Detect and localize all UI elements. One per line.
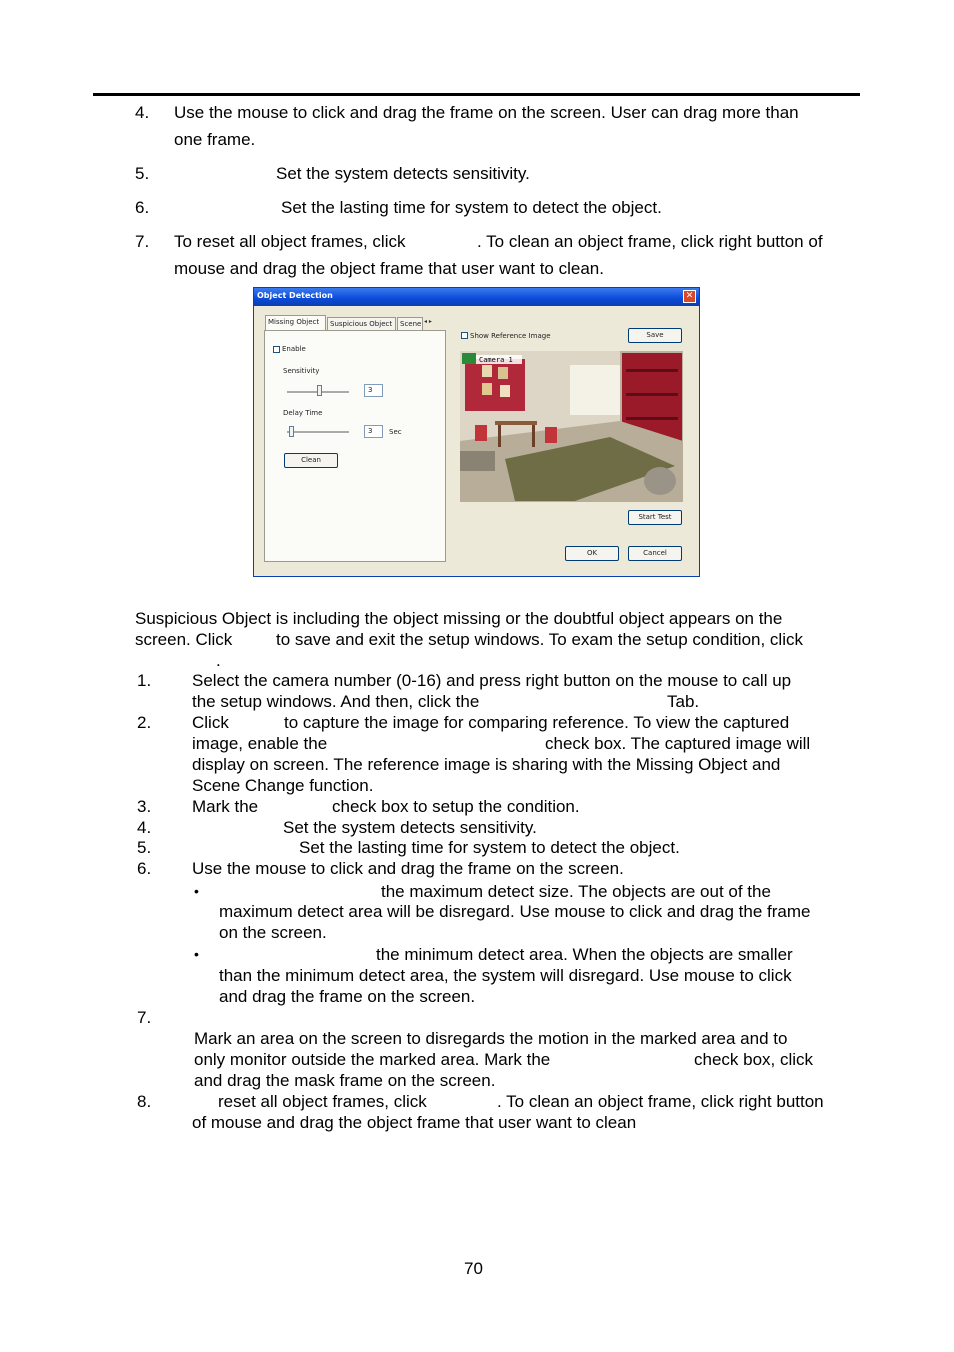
step-text: check box. The captured image will <box>545 734 811 753</box>
step-text: only monitor outside the marked area. Mark the <box>194 1050 551 1069</box>
tab-scroll-arrows-icon[interactable]: ◂ ▸ <box>424 318 432 325</box>
show-reference-image-checkbox[interactable] <box>461 332 468 339</box>
close-icon[interactable]: ✕ <box>683 290 696 303</box>
list-text: Set the system detects sensitivity. <box>276 164 530 183</box>
step-text: Select the camera number (0-16) and press right button on the mouse to call up <box>192 671 792 690</box>
step-text: of mouse and drag the object frame that user want to clean <box>192 1113 637 1132</box>
intro-text: . <box>216 651 221 670</box>
tab-scene[interactable]: Scene <box>397 317 423 330</box>
step-text: Tab. <box>667 692 700 711</box>
tab-panel <box>264 330 446 562</box>
list-text: one frame. <box>174 130 256 149</box>
step-text: to capture the image for comparing reference. To view the captured <box>284 713 790 732</box>
step-text: the setup windows. And then, click the <box>192 692 480 711</box>
start-test-button[interactable]: Start Test <box>628 510 682 525</box>
step-text: Click <box>192 713 229 732</box>
step-text: check box to setup the condition. <box>332 797 580 816</box>
list-number: 5. <box>135 164 150 183</box>
bullet-text: the maximum detect size. The objects are out of the <box>381 882 771 901</box>
ok-button[interactable]: OK <box>565 546 619 561</box>
header-rule <box>93 93 860 96</box>
clean-button[interactable]: Clean <box>284 453 338 468</box>
step-text: check box, click <box>694 1050 814 1069</box>
camera-label: Camera 1 <box>479 356 513 364</box>
step-text: Set the lasting time for system to detect the object. <box>299 838 680 857</box>
sensitivity-value[interactable]: 3 <box>364 384 383 397</box>
delay-slider-thumb[interactable] <box>289 426 294 437</box>
tab-suspicious-object[interactable]: Suspicious Object <box>327 317 396 330</box>
step-text: Use the mouse to click and drag the frame on the screen. <box>192 859 624 878</box>
list-number: 7. <box>135 232 150 251</box>
intro-text: screen. Click <box>135 630 233 649</box>
enable-checkbox[interactable] <box>273 346 280 353</box>
delay-slider-track[interactable] <box>287 431 349 434</box>
step-number: 1. <box>137 671 152 690</box>
delay-time-label: Delay Time <box>283 409 323 417</box>
bullet-icon: • <box>194 883 199 899</box>
camera-scene-image <box>460 351 683 502</box>
sensitivity-slider-thumb[interactable] <box>317 385 322 396</box>
dialog-titlebar <box>254 288 699 306</box>
step-text: image, enable the <box>192 734 328 753</box>
step-text: Mark the <box>192 797 259 816</box>
step-number: 3. <box>137 797 152 816</box>
object-detection-dialog <box>253 287 700 577</box>
step-number: 7. <box>137 1008 152 1027</box>
camera-preview[interactable] <box>460 351 683 502</box>
step-text: Scene Change function. <box>192 776 374 795</box>
step-number: 6. <box>137 859 152 878</box>
bullet-text: maximum detect area will be disregard. Use mouse to click and drag the frame <box>219 902 811 921</box>
list-text: mouse and drag the object frame that user want to clean. <box>174 259 604 278</box>
cancel-button[interactable]: Cancel <box>628 546 682 561</box>
delay-value[interactable]: 3 <box>364 425 383 438</box>
save-button[interactable]: Save <box>628 328 682 343</box>
step-text: reset all object frames, click <box>218 1092 427 1111</box>
list-text: . To clean an object frame, click right button of <box>477 232 823 251</box>
dialog-title: Object Detection <box>257 291 333 300</box>
step-text: display on screen. The reference image is sharing with the Missing Object and <box>192 755 781 774</box>
step-number: 8. <box>137 1092 152 1111</box>
list-text: Set the lasting time for system to detect the object. <box>281 198 662 217</box>
step-number: 4. <box>137 818 152 837</box>
list-number: 4. <box>135 103 150 122</box>
step-text: . To clean an object frame, click right button <box>497 1092 824 1111</box>
list-text: Use the mouse to click and drag the frame on the screen. User can drag more than <box>174 103 799 122</box>
list-text: To reset all object frames, click <box>174 232 406 251</box>
sensitivity-label: Sensitivity <box>283 367 320 375</box>
page-number: 70 <box>464 1259 483 1278</box>
step-text: and drag the mask frame on the screen. <box>194 1071 496 1090</box>
bullet-text: the minimum detect area. When the objects are smaller <box>376 945 793 964</box>
step-number: 5. <box>137 838 152 857</box>
intro-text: Suspicious Object is including the object missing or the doubtful object appears on the <box>135 609 783 628</box>
bullet-text: on the screen. <box>219 923 327 942</box>
list-number: 6. <box>135 198 150 217</box>
bullet-text: than the minimum detect area, the system will disregard. Use mouse to click <box>219 966 792 985</box>
bullet-icon: • <box>194 946 199 962</box>
sec-label: Sec <box>389 428 402 436</box>
step-text: Mark an area on the screen to disregards the motion in the marked area and to <box>194 1029 788 1048</box>
bullet-text: and drag the frame on the screen. <box>219 987 476 1006</box>
step-text: Set the system detects sensitivity. <box>283 818 537 837</box>
intro-text: to save and exit the setup windows. To exam the setup condition, click <box>276 630 803 649</box>
show-reference-image-label: Show Reference Image <box>470 332 551 340</box>
enable-label: Enable <box>282 345 306 353</box>
step-number: 2. <box>137 713 152 732</box>
tab-missing-object[interactable]: Missing Object <box>265 315 326 330</box>
